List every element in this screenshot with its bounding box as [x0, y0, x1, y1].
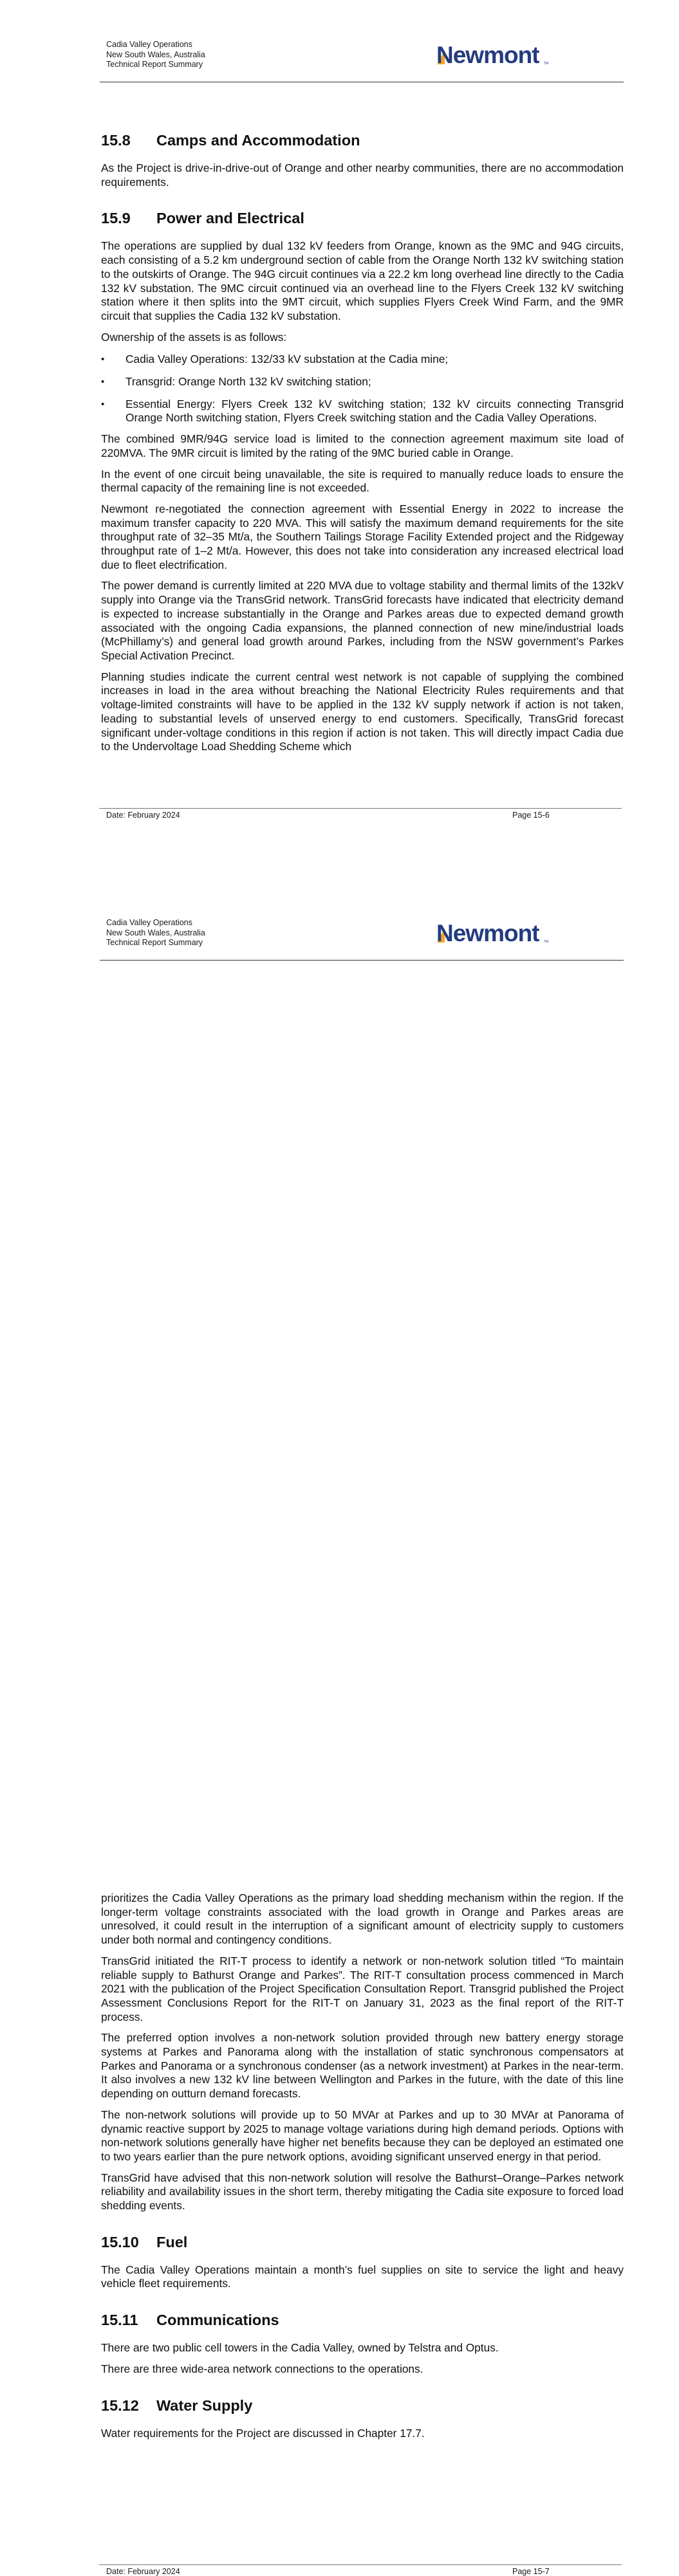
- list-item-text: Cadia Valley Operations: 132/33 kV substation at the Cadia mine;: [126, 353, 449, 366]
- footer-divider: [99, 808, 622, 809]
- paragraph: There are three wide-area network connections to the operations.: [101, 2362, 423, 2375]
- header-line-location: New South Wales, Australia: [106, 928, 205, 937]
- logo-trademark: TM: [544, 940, 549, 944]
- paragraph: Newmont re-negotiated the connection agreement with Essential Energy in 2022 to increase the maximum transfer capacity to 220 MVA. This will satisfy the maximum demand requirements for the site throughput rate of 32–35 Mt/a, the Southern Tailings Storage Facility Extended project and the Ridgeway throughput rate of 1–2 Mt/a. However, this does not take into consideration any increased electrical load due to fleet electrification.: [101, 502, 624, 571]
- section-number: 15.9: [101, 210, 131, 227]
- section-title: Camps and Accommodation: [156, 132, 360, 149]
- paragraph: In the event of one circuit being unavailable, the site is required to manually reduce loads to ensure the thermal capacity of the remaining line is not exceeded.: [101, 467, 624, 495]
- paragraph: As the Project is drive-in-drive-out of Orange and other nearby communities, there are no accommodation requirements.: [101, 161, 624, 189]
- paragraph: The power demand is currently limited at 220 MVA due to voltage stability and thermal limits of the 132kV supply into Orange via the TransGrid network. TransGrid forecasts have indicated that electricity demand is expected to increase substantially in the Orange and Parkes areas due to expected demand growth associated with the ongoing Cadia expansions, the planned connection of new mine/industrial loads (McPhillamy’s) and general load growth around Parkes, including from the NSW government’s Parkes Special Activation Precinct.: [101, 579, 624, 662]
- section-title: Fuel: [156, 2233, 188, 2250]
- paragraph: There are two public cell towers in the Cadia Valley, owned by Telstra and Optus.: [101, 2341, 499, 2355]
- ownership-list: [101, 353, 624, 425]
- newmont-logo: [436, 921, 552, 944]
- paragraph: The non-network solutions will provide up to 50 MVAr at Parkes and up to 30 MVAr at Panorama of dynamic reactive support by 2025 to manage voltage variations during high demand periods. Options with non-network solutions generally have higher net benefits because they can be deployed an estimated one to two years earlier than the pure network options, avoiding significant unserved energy in that period.: [101, 2108, 624, 2163]
- section-title: Water Supply: [156, 2397, 253, 2414]
- paragraph: The preferred option involves a non-network solution provided through new battery energy storage systems at Parkes and Panorama along with the installation of static synchronous compensators at Parkes and Panorama or a synchronous condenser (as a network investment) at Parkes in the near-term. It also involves a new 132 kV line between Wellington and Parkes in the future, with the date of this line depending on outturn demand forecasts.: [101, 2031, 624, 2101]
- bullet-icon: •: [101, 354, 105, 365]
- section-title: Power and Electrical: [156, 210, 304, 227]
- section-number: 15.8: [101, 132, 131, 149]
- paragraph: TransGrid have advised that this non-network solution will resolve the Bathurst–Orange–Parkes network reliability and availability issues in the short term, thereby mitigating the Cadia site exposure to forced load shedding events.: [101, 2171, 624, 2213]
- header-line-report: Technical Report Summary: [106, 938, 203, 947]
- section-heading-15-8: [101, 131, 624, 150]
- footer-divider: [99, 2564, 622, 2565]
- page-15-6: [0, 0, 679, 878]
- logo-wordmark: Newmont: [436, 921, 539, 944]
- footer-date: Date: February 2024: [106, 811, 180, 820]
- section-number: 15.11: [101, 2312, 138, 2329]
- header-divider: [100, 960, 624, 961]
- section-title: Communications: [156, 2312, 279, 2329]
- paragraph: TransGrid initiated the RIT-T process to identify a network or non-network solution titled “To maintain reliable supply to Bathurst Orange and Parkes”. The RIT-T consultation process commenced in March 2021 with the publication of the Project Specification Consultation Report. Transgrid published the Project Assessment Conclusions Report for the RIT-T on January 31, 2023 as the final report of the RIT-T process.: [101, 1954, 624, 2023]
- paragraph: The combined 9MR/94G service load is limited to the connection agreement maximum site load of 220MVA. The 9MR circuit is limited by the rating of the 9MC buried cable in Orange.: [101, 432, 624, 459]
- list-item-text: Transgrid: Orange North 132 kV switching station;: [126, 375, 371, 389]
- page-header: [106, 918, 205, 948]
- page-header: [106, 40, 205, 70]
- page-15-7: [0, 878, 679, 2576]
- footer-date: Date: February 2024: [106, 2567, 180, 2576]
- logo-wordmark: Newmont: [436, 42, 539, 66]
- footer-page-number: Page 15-7: [512, 2567, 550, 2576]
- section-heading-15-11: [101, 2310, 624, 2330]
- section-number: 15.10: [101, 2233, 139, 2250]
- bullet-icon: •: [101, 376, 105, 388]
- list-item: [101, 375, 624, 389]
- header-line-report: Technical Report Summary: [106, 60, 203, 69]
- list-item: [101, 398, 624, 425]
- newmont-logo: [436, 42, 552, 66]
- paragraph: Water requirements for the Project are discussed in Chapter 17.7.: [101, 2426, 425, 2440]
- paragraph: Planning studies indicate the current central west network is not capable of supplying the combined increases in load in the area without breaching the National Electricity Rules requirements and that voltage-limited constraints will have to be applied in the 132 kV supply network if action is not taken, leading to substantial levels of unserved energy to end customers. Specifically, TransGrid forecast significant under-voltage conditions in this region if action is not taken. This will directly impact Cadia due to the Undervoltage Load Shedding Scheme which: [101, 670, 624, 753]
- header-line-operation: Cadia Valley Operations: [106, 40, 192, 49]
- footer-page-number: Page 15-6: [512, 811, 550, 820]
- paragraph: prioritizes the Cadia Valley Operations as the primary load shedding mechanism within the region. If the longer-term voltage constraints associated with the load growth in Orange and Parkes areas are unresolved, it could result in the interruption of a significant amount of electricity supply to customers under both normal and contingency conditions.: [101, 1891, 624, 1947]
- logo-trademark: TM: [544, 62, 549, 66]
- header-line-location: New South Wales, Australia: [106, 50, 205, 59]
- section-heading-15-12: [101, 2396, 624, 2415]
- newmont-logo-graphic: [436, 921, 552, 944]
- paragraph: The operations are supplied by dual 132 kV feeders from Orange, known as the 9MC and 94G circuits, each consisting of a 5.2 km underground section of cable from the Orange North 132 kV switching station to the outskirts of Orange. The 94G circuit continues via a 22.2 km long overhead line directly to the Cadia 132 kV substation. The 9MC circuit continued via an overhead line to the Flyers Creek 132 kV switching station where it then splits into the 9MT circuit, which supplies Flyers Creek Wind Farm, and the 9MR circuit that supplies the Cadia 132 kV substation.: [101, 239, 624, 322]
- paragraph: Ownership of the assets is as follows:: [101, 330, 287, 344]
- paragraph: The Cadia Valley Operations maintain a month’s fuel supplies on site to service the light and heavy vehicle fleet requirements.: [101, 2263, 624, 2290]
- page-content: [101, 131, 624, 754]
- newmont-logo-graphic: [436, 42, 552, 66]
- list-item: [101, 353, 624, 367]
- header-line-operation: Cadia Valley Operations: [106, 918, 192, 927]
- list-item-text: Essential Energy: Flyers Creek 132 kV switching station; 132 kV circuits connecting Transgrid Orange North switching station, Flyers Creek switching station and the Cadia Valley Operations.: [126, 397, 624, 425]
- section-heading-15-10: [101, 2232, 624, 2252]
- page-content: [101, 1891, 624, 2440]
- bullet-icon: •: [101, 398, 105, 410]
- section-number: 15.12: [101, 2397, 139, 2414]
- section-heading-15-9: [101, 208, 624, 228]
